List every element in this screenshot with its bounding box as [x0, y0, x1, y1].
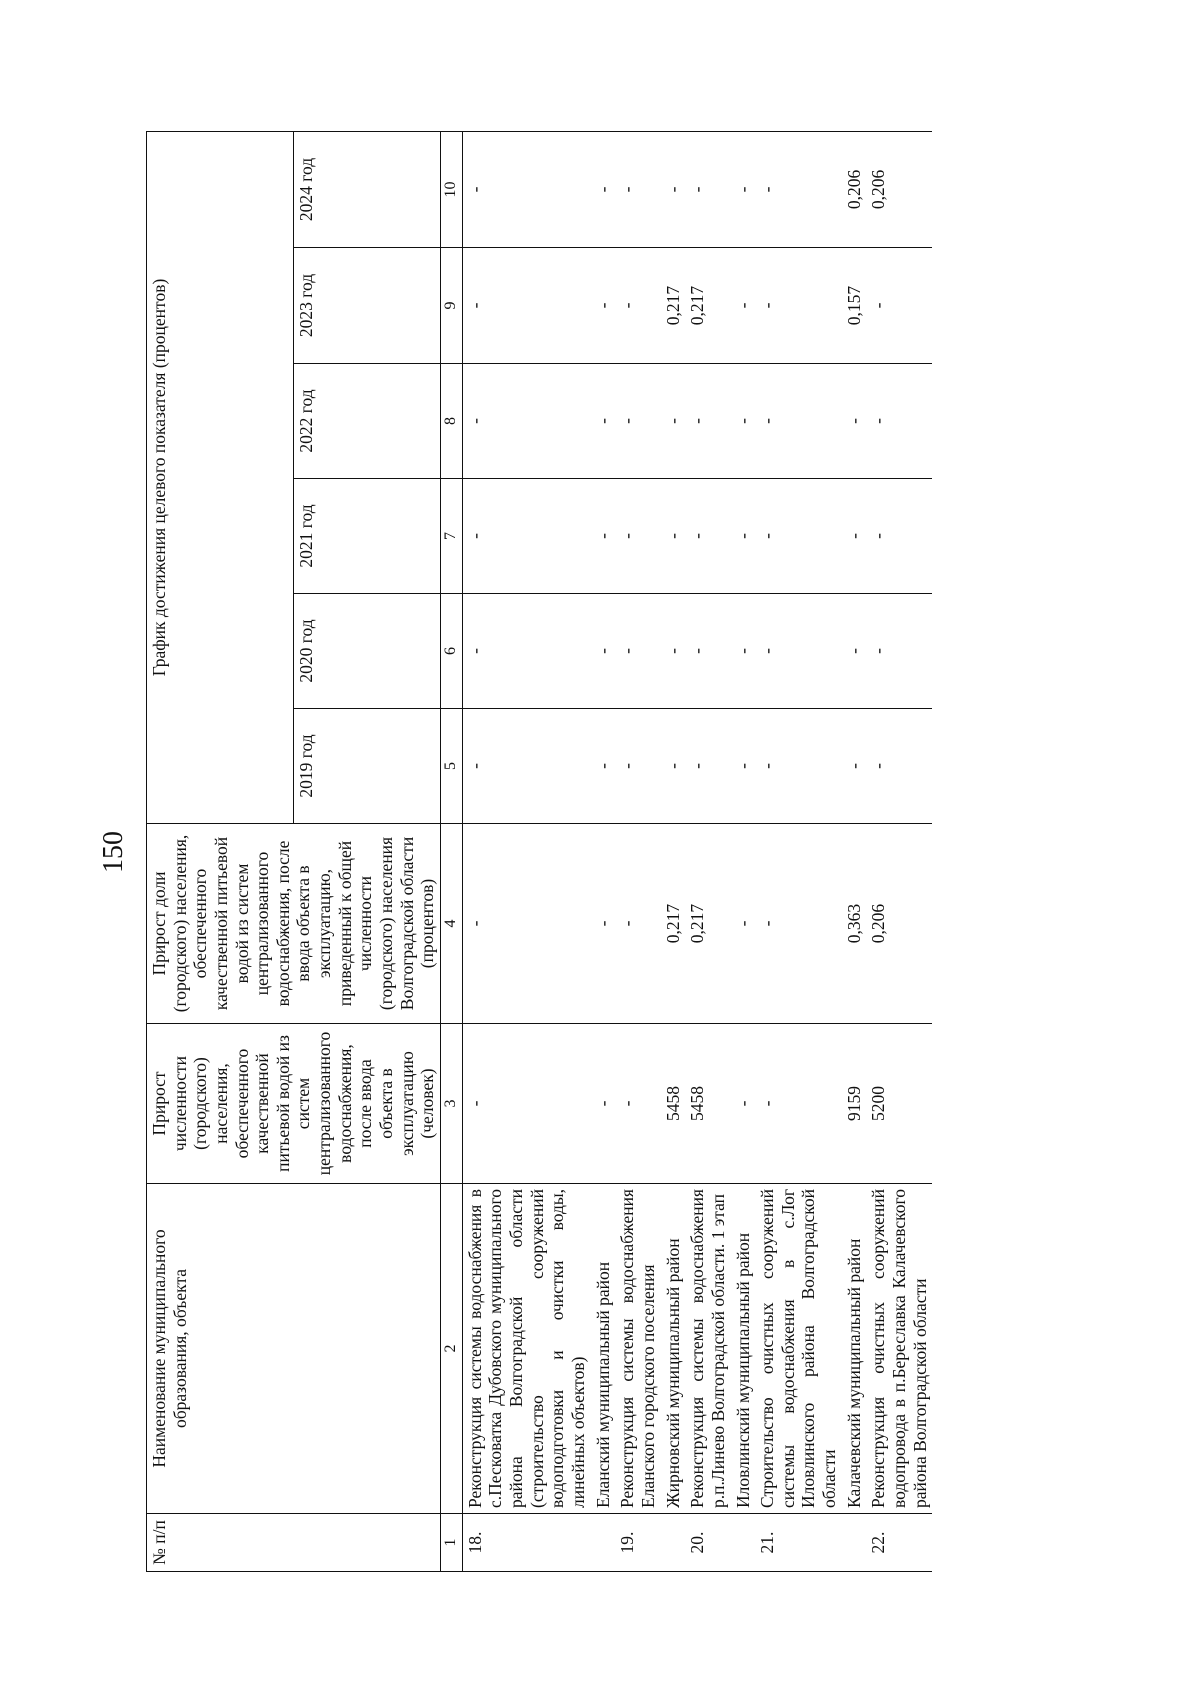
row-2023: -: [462, 248, 590, 364]
row-share: -: [755, 824, 842, 1024]
table-row: [591, 131, 616, 1571]
row-2023: -: [755, 248, 842, 364]
row-2022: -: [661, 364, 686, 479]
row-2024: -: [462, 131, 590, 247]
row-population: 5458: [685, 1024, 730, 1184]
row-2020: -: [866, 594, 932, 709]
row-2022: -: [462, 364, 590, 479]
row-2019: -: [866, 709, 932, 824]
row-2019: -: [591, 709, 616, 824]
row-num: [661, 1514, 686, 1572]
table-row: [661, 131, 686, 1571]
row-num: 18.: [462, 1514, 590, 1572]
row-name: Жирновский муниципальный район: [661, 1184, 686, 1514]
row-2022: -: [615, 364, 660, 479]
row-name: Калачевский муниципальный район: [842, 1184, 867, 1514]
row-2019: -: [462, 709, 590, 824]
header-year-2022: 2022 год: [293, 364, 440, 479]
row-2024: 0,206: [866, 131, 932, 247]
row-population: -: [615, 1024, 660, 1184]
row-share: -: [731, 824, 756, 1024]
row-2022: -: [842, 364, 867, 479]
table-row: [866, 131, 932, 1571]
row-2020: -: [685, 594, 730, 709]
row-2021: -: [866, 479, 932, 594]
row-population: -: [462, 1024, 590, 1184]
row-2024: -: [755, 131, 842, 247]
row-population: 5458: [661, 1024, 686, 1184]
row-name: Реконструкция системы водоснабжения в с.Песковатка Дубовского муниципального района Волгоградской области (строительство сооружений водоподготовки и очистки воды, линейных объектов): [462, 1184, 590, 1514]
row-num: 21.: [755, 1514, 842, 1572]
row-share: 0,217: [661, 824, 686, 1024]
header-year-2019: 2019 год: [293, 709, 440, 824]
page-number: 150: [98, 831, 129, 873]
row-2022: -: [866, 364, 932, 479]
header-name: Наименование муниципального образования, объекта: [147, 1184, 441, 1514]
row-2021: -: [591, 479, 616, 594]
table-row: [615, 131, 660, 1571]
row-2024: -: [615, 131, 660, 247]
table-row: [755, 131, 842, 1571]
column-number: 6: [440, 594, 462, 709]
row-2023: 0,157: [842, 248, 867, 364]
table-row: [685, 131, 730, 1571]
row-name: Строительство очистных сооружений системы водоснабжения в с.Лог Иловлинского района Волгоградской области: [755, 1184, 842, 1514]
row-2023: 0,217: [685, 248, 730, 364]
row-2020: -: [661, 594, 686, 709]
column-number: 8: [440, 364, 462, 479]
header-year-2024: 2024 год: [293, 131, 440, 247]
row-share: 0,206: [866, 824, 932, 1024]
column-number: 10: [440, 131, 462, 247]
row-num: [842, 1514, 867, 1572]
row-name: Еланский муниципальный район: [591, 1184, 616, 1514]
row-num: 20.: [685, 1514, 730, 1572]
column-number: 1: [440, 1514, 462, 1572]
header-schedule: График достижения целевого показателя (процентов): [147, 131, 294, 823]
row-2020: -: [731, 594, 756, 709]
table-row: [842, 131, 867, 1571]
row-2021: -: [731, 479, 756, 594]
column-number: 9: [440, 248, 462, 364]
row-2024: -: [591, 131, 616, 247]
row-share: 0,363: [842, 824, 867, 1024]
row-2019: -: [685, 709, 730, 824]
row-2023: -: [591, 248, 616, 364]
column-number: 3: [440, 1024, 462, 1184]
row-share: -: [615, 824, 660, 1024]
column-numbers-row: [440, 131, 462, 1571]
row-share: -: [462, 824, 590, 1024]
row-2019: -: [615, 709, 660, 824]
row-2023: -: [866, 248, 932, 364]
row-2021: -: [462, 479, 590, 594]
header-num: № п/п: [147, 1514, 441, 1572]
row-num: 19.: [615, 1514, 660, 1572]
header-population: Прирост численности (городского) населения, обеспеченного качественной питьевой водой из систем централизованного водоснабжения, после ввода объекта в эксплуатацию (человек): [147, 1024, 441, 1184]
column-number: 2: [440, 1184, 462, 1514]
column-number: 5: [440, 709, 462, 824]
row-population: -: [731, 1024, 756, 1184]
row-name: Реконструкция очистных сооружений водопровода в п.Береславка Калачевского района Волгоградской области: [866, 1184, 932, 1514]
row-2019: -: [842, 709, 867, 824]
target-indicator-table: [146, 131, 932, 1572]
row-share: -: [591, 824, 616, 1024]
row-population: -: [591, 1024, 616, 1184]
row-2021: -: [661, 479, 686, 594]
row-2024: -: [661, 131, 686, 247]
row-2019: -: [661, 709, 686, 824]
row-2020: -: [842, 594, 867, 709]
row-2019: -: [731, 709, 756, 824]
row-2021: -: [685, 479, 730, 594]
header-share: Прирост доли (городского) населения, обеспеченного качественной питьевой водой из систем централизованного водоснабжения, после ввода объекта в эксплуатацию, приведенный к общей численности (городского) населения Волгоградской области (процентов): [147, 824, 441, 1024]
row-2021: -: [615, 479, 660, 594]
row-2020: -: [462, 594, 590, 709]
row-2019: -: [755, 709, 842, 824]
row-num: [591, 1514, 616, 1572]
row-2022: -: [731, 364, 756, 479]
row-name: Иловлинский муниципальный район: [731, 1184, 756, 1514]
header-year-2023: 2023 год: [293, 248, 440, 364]
row-share: 0,217: [685, 824, 730, 1024]
column-number: 7: [440, 479, 462, 594]
row-population: -: [755, 1024, 842, 1184]
column-number: 4: [440, 824, 462, 1024]
row-2024: -: [685, 131, 730, 247]
row-2023: 0,217: [661, 248, 686, 364]
row-2022: -: [685, 364, 730, 479]
header-year-2020: 2020 год: [293, 594, 440, 709]
row-2023: -: [615, 248, 660, 364]
row-2020: -: [615, 594, 660, 709]
header-year-2021: 2021 год: [293, 479, 440, 594]
row-2022: -: [755, 364, 842, 479]
row-2024: 0,206: [842, 131, 867, 247]
row-num: 22.: [866, 1514, 932, 1572]
row-2021: -: [755, 479, 842, 594]
row-population: 9159: [842, 1024, 867, 1184]
row-2023: -: [731, 248, 756, 364]
table-row: [731, 131, 756, 1571]
table-row: [462, 131, 590, 1571]
rotated-content: [60, 72, 1140, 1632]
row-2021: -: [842, 479, 867, 594]
row-population: 5200: [866, 1024, 932, 1184]
row-num: [731, 1514, 756, 1572]
row-2022: -: [591, 364, 616, 479]
row-2020: -: [755, 594, 842, 709]
row-2020: -: [591, 594, 616, 709]
row-name: Реконструкция системы водоснабжения Еланского городского поселения: [615, 1184, 660, 1514]
row-2024: -: [731, 131, 756, 247]
row-name: Реконструкция системы водоснабжения р.п.Линево Волгоградской области. 1 этап: [685, 1184, 730, 1514]
